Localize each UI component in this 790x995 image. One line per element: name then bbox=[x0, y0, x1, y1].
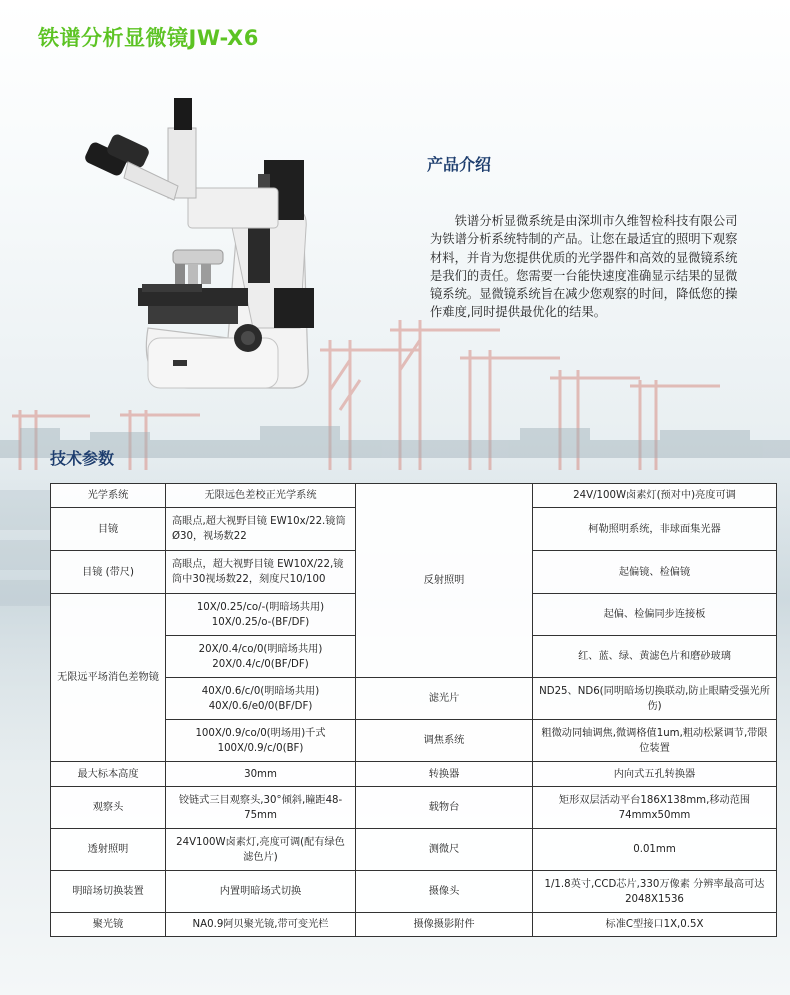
spec-label: 测微尺 bbox=[356, 829, 533, 871]
spec-value: 起偏镜、检偏镜 bbox=[533, 551, 777, 594]
spec-value: 24V100W卤素灯,亮度可调(配有绿色滤色片) bbox=[166, 829, 356, 871]
spec-label: 转换器 bbox=[356, 762, 533, 787]
spec-value: 内向式五孔转换器 bbox=[533, 762, 777, 787]
table-row bbox=[51, 913, 777, 937]
spec-value: 20X/0.4/co/0(明暗场共用) 20X/0.4/c/0(BF/DF) bbox=[166, 636, 356, 678]
spec-label: 反射照明 bbox=[356, 484, 533, 678]
spec-table bbox=[50, 483, 777, 937]
table-row bbox=[51, 871, 777, 913]
spec-value: 1/1.8英寸,CCD芯片,330万像素 分辨率最高可达2048X1536 bbox=[533, 871, 777, 913]
spec-label: 载物台 bbox=[356, 787, 533, 829]
spec-value: 起偏、检偏同步连接板 bbox=[533, 594, 777, 636]
spec-value: NA0.9阿贝聚光镜,带可变光栏 bbox=[166, 913, 356, 937]
spec-value: 矩形双层活动平台186X138mm,移动范围74mmx50mm bbox=[533, 787, 777, 829]
spec-label: 摄像摄影附件 bbox=[356, 913, 533, 937]
spec-label: 光学系统 bbox=[51, 484, 166, 508]
table-row bbox=[51, 829, 777, 871]
spec-value: 30mm bbox=[166, 762, 356, 787]
table-row bbox=[51, 762, 777, 787]
spec-label: 目镜 bbox=[51, 508, 166, 551]
spec-value: 高眼点,超大视野目镜 EW10x/22.镜筒Ø30，视场数22 bbox=[166, 508, 356, 551]
table-row bbox=[51, 484, 777, 508]
spec-value: 红、蓝、绿、黄滤色片和磨砂玻璃 bbox=[533, 636, 777, 678]
spec-value: 柯勒照明系统，非球面集光器 bbox=[533, 508, 777, 551]
spec-value: 100X/0.9/co/0(明场用)千式 100X/0.9/c/0(BF) bbox=[166, 720, 356, 762]
table-row bbox=[51, 787, 777, 829]
spec-value: 铰链式三目观察头,30°倾斜,瞳距48-75mm bbox=[166, 787, 356, 829]
spec-label: 滤光片 bbox=[356, 678, 533, 720]
microscope-image bbox=[78, 88, 348, 398]
spec-label: 观察头 bbox=[51, 787, 166, 829]
spec-value: 10X/0.25/co/-(明暗场共用) 10X/0.25/o-(BF/DF) bbox=[166, 594, 356, 636]
spec-label: 目镜 (带尺) bbox=[51, 551, 166, 594]
spec-label: 透射照明 bbox=[51, 829, 166, 871]
spec-value: 24V/100W卤素灯(预对中)亮度可调 bbox=[533, 484, 777, 508]
intro-heading: 产品介绍 bbox=[427, 155, 492, 174]
spec-label: 明暗场切换装置 bbox=[51, 871, 166, 913]
spec-value: 无限远色差校正光学系统 bbox=[166, 484, 356, 508]
spec-value: ND25、ND6(同明暗场切换联动,防止眼睛受强光所伤) bbox=[533, 678, 777, 720]
spec-label: 调焦系统 bbox=[356, 720, 533, 762]
specs-heading: 技术参数 bbox=[50, 449, 115, 468]
spec-label: 聚光镜 bbox=[51, 913, 166, 937]
spec-value: 标准C型接口1X,0.5X bbox=[533, 913, 777, 937]
spec-value: 0.01mm bbox=[533, 829, 777, 871]
page-title: 铁谱分析显微镜JW-X6 bbox=[38, 26, 259, 50]
spec-value: 粗微动同轴调焦,微调格值1um,粗动松紧调节,带限位装置 bbox=[533, 720, 777, 762]
spec-value: 高眼点，超大视野目镜 EW10X/22,镜筒中30视场数22，刻度尺10/100 bbox=[166, 551, 356, 594]
spec-label: 摄像头 bbox=[356, 871, 533, 913]
spec-label: 无限远平场消色差物镜 bbox=[51, 594, 166, 762]
spec-value: 内置明暗场式切换 bbox=[166, 871, 356, 913]
intro-paragraph: 铁谱分析显微系统是由深圳市久维智检科技有限公司为铁谱分析系统特制的产品。让您在最适宜的照明下观察材料，并肯为您提供优质的光学器件和高效的显微镜系统是我们的责任。您需要一台能快速度准确显示结果的显微镜系统。显微镜系统旨在减少您观察的时间，降低您的操作难度,同时提供最优化的结果。 bbox=[430, 214, 738, 320]
spec-value: 40X/0.6/c/0(明暗场共用) 40X/0.6/e0/0(BF/DF) bbox=[166, 678, 356, 720]
spec-label: 最大标本高度 bbox=[51, 762, 166, 787]
